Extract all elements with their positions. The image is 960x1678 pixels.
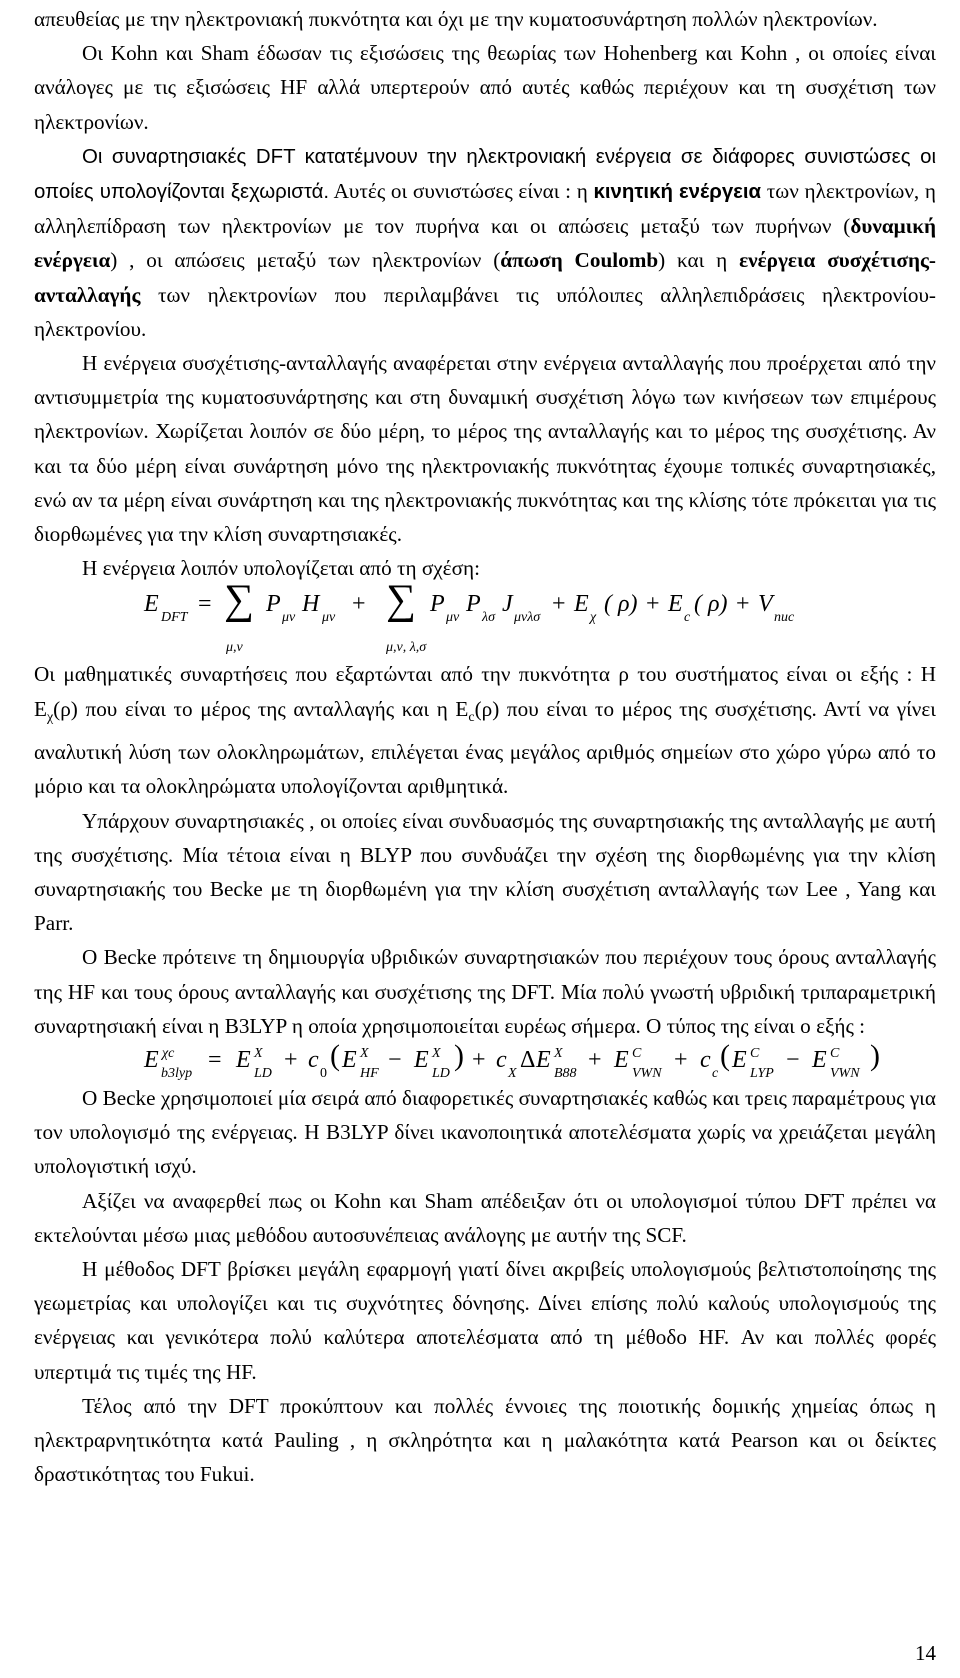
paragraph-self-consistency: Αξίζει να αναφερθεί πως οι Kohn και Sham απέδειξαν ότι οι υπολογισμοί τύπου DFT πρέπει να εκτελούνται μέσω μιας μεθόδου αυτοσυνέπειας ανάλογης με αυτήν της SCF. [34,1188,936,1247]
eq1-sum-2: ∑ [386,577,416,624]
term-coulomb-repulsion: άπωση Coulomb [500,248,659,273]
dft-components-text: των ηλεκτρονίων που περιλαμβάνει τις υπόλοιπες αλληλεπιδράσεις ηλεκτρονίου-ηλεκτρονίου. [34,282,936,341]
equation-dft-energy [34,577,936,657]
eq1-h-sub: μν [322,610,336,626]
eq2-cx: c [496,1046,507,1073]
eq1-sum-1: ∑ [224,577,254,624]
eq2-e6-sub: LYP [750,1065,774,1081]
equation-b3lyp [34,1038,936,1081]
eq1-plus-2: + [552,591,566,618]
eq2-plus-3: + [588,1046,602,1073]
eq2-e3-sub: LD [432,1065,450,1081]
eq2-e5: E [614,1046,629,1073]
eq1-ex: E [574,591,589,618]
eq2-close-1: ) [454,1038,464,1072]
functions-text: (ρ) που είναι το μέρος της ανταλλαγής και η Ε [53,696,469,721]
eq2-e1: E [236,1046,251,1073]
eq2-c0: c [308,1046,319,1073]
eq2-e5-sup: C [632,1045,642,1061]
eq1-plus-1: + [352,591,366,618]
eq1-sum-1-index: μ,ν [226,640,243,656]
eq1-lhs: E [144,591,159,618]
paragraph-exchange-correlation: Η ενέργεια συσχέτισης-ανταλλαγής αναφέρεται στην ενέργεια ανταλλαγής που προέρχεται από την αντισυμμετρία της κυματοσυνάρτησης και στη δυναμική συσχέτιση λόγω των κινήσεων των επιμέρους ηλεκτρονίων. Χωρίζεται λοιπόν σε δύο μέρη, το μέρος της ανταλλαγής και το μέρος της συσχέτισης. Αν και τα δύο μέρη είναι συνάρτηση μόνο της ηλεκτρονιακής πυκνότητας έχουμε τοπικές συναρτησιακές, ενώ αν τα μέρη είναι συνάρτηση και της ηλεκτρονιακής πυκνότητας και της κλίσης τότε πρόκειται για τις διορθωμένες για την κλίση συναρτησιακές. [34,351,936,547]
term-potential-energy: δυναμική ενέργεια [34,214,936,273]
eq1-p2b-sub: λσ [482,610,495,626]
functions-sub-c: c [468,709,475,725]
functions-sub-x: χ [46,709,54,725]
eq1-h: H [302,591,320,618]
eq2-cc-sub: c [712,1065,719,1081]
paragraph-blyp: Υπάρχουν συναρτησιακές , οι οποίες είναι συνδυασμός της συναρτησιακής της ανταλλαγής με αυτή της συσχέτισης. Μία τέτοια είναι η BLYP που συνδυάζει την σχέση της διορθωμένης για την κλίση συναρτησιακής του Becke με τη διορθωμένη για την κλίση συσχέτιση ανταλλαγής των Lee , Yang και Parr. [34,808,936,936]
eq2-lhs-sup: χc [162,1045,175,1061]
term-kinetic-energy: κινητική ενέργεια [593,181,762,204]
eq1-ec-sub: c [684,610,691,626]
eq2-plus-1: + [284,1046,298,1073]
eq2-open-2: ( [720,1038,730,1072]
dft-components-text: των ηλεκτρονίων, η αλληλεπίδραση των ηλεκτρονίων με τον πυρήνα και οι απώσεις μεταξύ των πυρήνων ( [34,179,937,239]
eq1-j: J [502,591,513,618]
eq2-e2: E [342,1046,357,1073]
eq2-e2-sup: X [360,1045,369,1061]
eq2-plus-4: + [674,1046,688,1073]
paragraph-conclusion: Τέλος από την DFT προκύπτουν και πολλές έννοιες της ποιοτικής δομικής χημείας όπως η ηλεκτραρνητικότητα κατά Pauling , η σκληρότητα και η μαλακότητα κατά Pearson και οι δείκτες δραστικότητας του Fukui. [34,1393,936,1487]
eq2-minus-2: − [786,1046,800,1073]
eq2-e1-sub: LD [254,1065,272,1081]
eq2-e4-sub: B88 [554,1065,577,1081]
eq2-e3: E [414,1046,429,1073]
eq1-equals: = [198,591,212,618]
paragraph-dft-applications: Η μέθοδος DFT βρίσκει μεγάλη εφαρμογή γιατί δίνει ακριβείς υπολογισμούς βελτιστοποίησης της γεωμετρίας και υπολογίζει και τις συχνότητες δόνησης. Δίνει επίσης πολύ καλούς υπολογισμούς της ενέργειας και γενικότερα πολύ καλύτερα αποτελέσματα από τη μέθοδο HF. Αν και πολλές φορές υπερτιμά τις τιμές της HF. [34,1256,936,1384]
eq2-lhs: E [144,1046,159,1073]
eq2-e7: E [812,1046,827,1073]
eq1-ex-arg: ( ρ) [604,591,638,618]
eq1-j-sub: μνλσ [514,610,541,626]
eq1-ec-arg: ( ρ) [694,591,728,618]
eq1-p2a-sub: μν [446,610,460,626]
eq1-plus-3: + [646,591,660,618]
paragraph-kohn-sham: Οι Kohn και Sham έδωσαν τις εξισώσεις της θεωρίας των Hohenberg και Kohn , οι οποίες είναι ανάλογες με τις εξισώσεις HF αλλά υπερτερούν από αυτές καθώς περιέχουν και τη συσχέτιση των ηλεκτρονίων. [34,41,936,134]
eq2-cc: c [700,1046,711,1073]
eq2-e3-sup: X [432,1045,441,1061]
eq1-p-sub: μν [282,610,296,626]
paragraph-becke-hybrid: Ο Becke πρότεινε τη δημιουργία υβριδικών συναρτησιακών που περιέχουν τους όρους ανταλλαγής της HF και τους όρους ανταλλαγής και συσχέτισης της DFT. Μία πολύ γνωστή υβριδική τριπαραμετρική συναρτησιακή είναι η B3LYP η οποία χρησιμοποιείται ευρέως σήμερα. Ο τύπος της είναι ο εξής : [34,945,936,1038]
eq1-v: V [758,591,773,618]
paragraph-continuation: απευθείας με την ηλεκτρονιακή πυκνότητα και όχι με την κυματοσυνάρτηση πολλών ηλεκτρονίων. [34,7,878,31]
paragraph-dft-components [34,139,936,346]
eq2-equals: = [208,1046,222,1073]
eq2-delta: Δ [520,1046,536,1073]
eq2-e7-sup: C [830,1045,840,1061]
eq2-c0-sub: 0 [320,1065,327,1081]
eq2-minus-1: − [388,1046,402,1073]
eq1-p: P [266,591,281,618]
eq2-open-1: ( [330,1038,340,1072]
term-exchange-correlation: ενέργεια συσχέτισης-ανταλλαγής [34,248,936,307]
page-number: 14 [915,1641,936,1665]
eq2-plus-2: + [472,1046,486,1073]
eq1-p2b: P [466,591,481,618]
eq2-e6-sup: C [750,1045,760,1061]
eq1-plus-4: + [736,591,750,618]
dft-components-intro: Οι συναρτησιακές DFT κατατέμνουν την ηλεκτρονιακή ενέργεια σε διάφορες συνιστώσες οι οποίες υπολογίζονται ξεχωριστά. [34,145,936,204]
paragraph-energy-intro: Η ενέργεια λοιπόν υπολογίζεται από τη σχέση: [82,556,480,581]
eq2-lhs-sub: b3lyp [161,1065,193,1081]
eq2-e4: E [536,1046,551,1073]
eq2-e5-sub: VWN [632,1065,662,1081]
eq1-v-sub: nuc [774,610,795,626]
eq2-e2-sub: HF [360,1065,379,1081]
eq1-sum-2-index: μ,ν, λ,σ [386,640,427,656]
eq1-lhs-sub: DFT [161,610,188,626]
eq2-e6: E [732,1046,747,1073]
eq2-cx-sub: X [508,1065,517,1081]
dft-components-text: ) και η [658,248,740,273]
dft-components-text: ) , οι απώσεις μεταξύ των ηλεκτρονίων ( [110,248,501,273]
eq2-e1-sup: X [254,1045,263,1061]
functions-text: Οι μαθηματικές συναρτήσεις που εξαρτώνται από την πυκνότητα ρ του συστήματος είναι οι εξής : Η Ε [34,662,936,721]
paragraph-becke-usage: Ο Becke χρησιμοποιεί μία σειρά από διαφορετικές συναρτησιακές καθώς και τρεις παραμέτρους για τον υπολογισμό της ενέργειας. Η B3LYP δίνει ικανοποιητικά αποτελέσματα χωρίς να χρειάζεται μεγάλη υπολογιστική ισχύ. [34,1085,936,1179]
eq2-close-2: ) [870,1038,880,1072]
eq1-ec: E [668,591,683,618]
eq1-ex-sub: χ [590,610,597,626]
eq2-e4-sup: X [554,1045,563,1061]
paragraph-functions [34,657,936,803]
functions-text: (ρ) που είναι το μέρος της συσχέτισης. Αντί να γίνει αναλυτική λύση των ολοκληρωμάτων, επιλέγεται ένας μεγάλος αριθμός σημείων στο χώρο γύρω από το μόριο και τα ολοκληρώματα υπολογίζονται αριθμητικά. [34,696,936,799]
eq2-e7-sub: VWN [830,1065,860,1081]
eq1-p2a: P [430,591,445,618]
dft-components-text: Αυτές οι συνιστώσες είναι : η [329,179,594,204]
